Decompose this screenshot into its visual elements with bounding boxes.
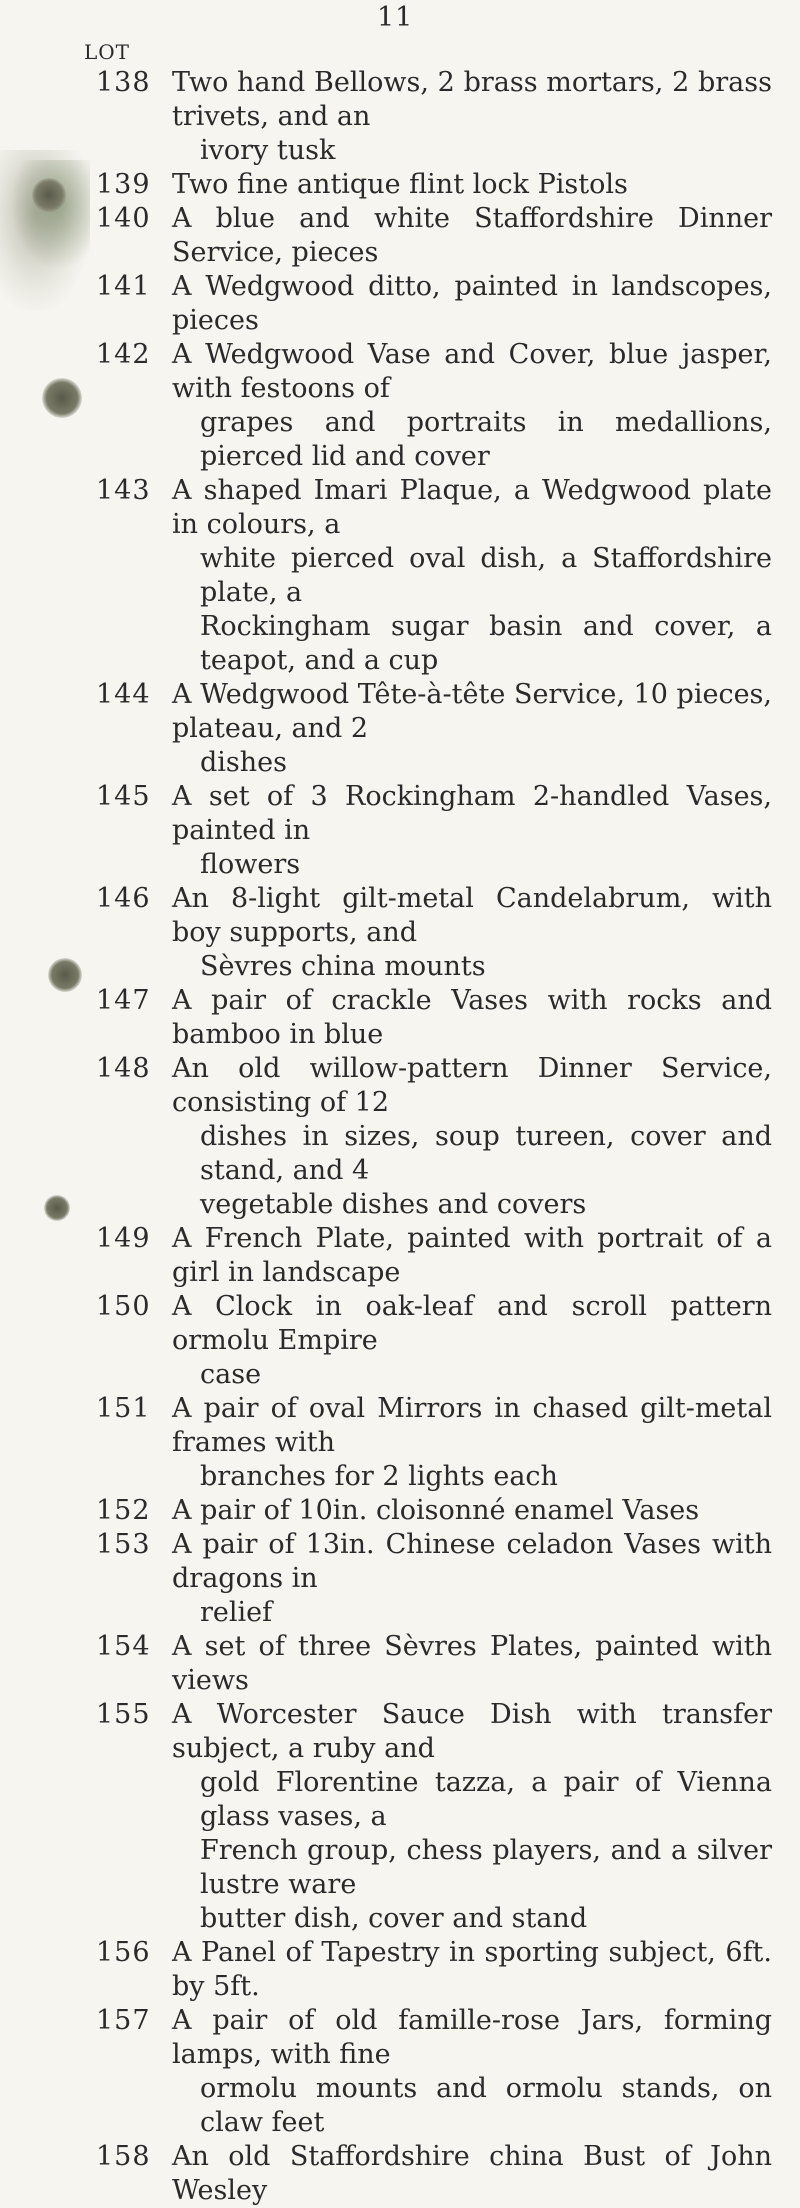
lot-number: 155 <box>96 1699 151 1730</box>
lot-description-line: A set of three Sèvres Plates, painted with views <box>172 1631 772 1696</box>
lot-entry <box>0 474 800 678</box>
lot-number: 144 <box>96 679 151 710</box>
lot-description-line: An old Staffordshire china Bust of John Wesley <box>172 2141 772 2206</box>
lot-description-line: ormolu mounts and ormolu stands, on claw feet <box>200 2073 772 2138</box>
lot-description <box>172 780 772 882</box>
lot-description <box>172 984 772 1052</box>
lot-number: 146 <box>96 883 151 914</box>
lot-description-line: A French Plate, painted with portrait of a girl in landscape <box>172 1223 772 1288</box>
lot-description-line: butter dish, cover and stand <box>200 1903 588 1934</box>
lot-entry <box>0 1290 800 1392</box>
lot-entry <box>0 2140 800 2208</box>
lot-description <box>172 1698 772 1936</box>
lot-description-line: A pair of crackle Vases with rocks and bamboo in blue <box>172 985 772 1050</box>
lot-description-line: A pair of 13in. Chinese celadon Vases with dragons in <box>172 1529 772 1594</box>
lot-entry <box>0 882 800 984</box>
lot-description-line: A pair of old famille-rose Jars, forming lamps, with fine <box>172 2005 772 2070</box>
lot-description <box>172 66 772 168</box>
lot-number: 138 <box>96 67 151 98</box>
lot-description-line: A pair of oval Mirrors in chased gilt-metal frames with <box>172 1393 772 1458</box>
lot-description <box>172 202 772 270</box>
lot-description-line: Rockingham sugar basin and cover, a teapot, and a cup <box>200 611 772 676</box>
lot-number: 143 <box>96 475 151 506</box>
lot-description <box>172 474 772 678</box>
lot-description <box>172 1936 772 2004</box>
lot-description-line: A Clock in oak-leaf and scroll pattern ormolu Empire <box>172 1291 772 1356</box>
lot-entry <box>0 1936 800 2004</box>
lot-entry <box>0 678 800 780</box>
lot-entry <box>0 984 800 1052</box>
lot-number: 149 <box>96 1223 151 1254</box>
lot-description-line: vegetable dishes and covers <box>200 1189 587 1220</box>
lot-number: 156 <box>96 1937 151 1968</box>
lot-description-line: A blue and white Staffordshire Dinner Service, pieces <box>172 203 772 268</box>
lot-entry <box>0 270 800 338</box>
lot-entry <box>0 1528 800 1630</box>
lot-entry <box>0 1052 800 1222</box>
lot-number: 147 <box>96 985 151 1016</box>
lot-list <box>0 66 800 2208</box>
lot-entry <box>0 202 800 270</box>
lot-description <box>172 1290 772 1392</box>
lot-number: 153 <box>96 1529 151 1560</box>
lot-description <box>172 2004 772 2140</box>
lot-description-line: A Panel of Tapestry in sporting subject, 6ft. by 5ft. <box>172 1937 772 2002</box>
lot-description <box>172 678 772 780</box>
lot-description <box>172 1630 772 1698</box>
lot-description-line: Two hand Bellows, 2 brass mortars, 2 brass trivets, and an <box>172 67 772 132</box>
lot-number: 158 <box>96 2141 151 2172</box>
lot-description <box>172 1392 772 1494</box>
lot-number: 154 <box>96 1631 151 1662</box>
lot-entry <box>0 1392 800 1494</box>
lot-description-line: An 8-light gilt-metal Candelabrum, with boy supports, and <box>172 883 772 948</box>
lot-description <box>172 270 772 338</box>
lot-description-line: flowers <box>200 849 301 880</box>
lot-column-header: LOT <box>84 40 131 64</box>
lot-entry <box>0 338 800 474</box>
lot-entry <box>0 1698 800 1936</box>
lot-description-line: French group, chess players, and a silver lustre ware <box>200 1835 772 1900</box>
lot-number: 151 <box>96 1393 151 1424</box>
lot-description-line: An old willow-pattern Dinner Service, consisting of 12 <box>172 1053 772 1118</box>
lot-number: 152 <box>96 1495 151 1526</box>
lot-description-line: A pair of 10in. cloisonné enamel Vases <box>172 1495 700 1526</box>
lot-entry <box>0 168 800 202</box>
lot-number: 141 <box>96 271 151 302</box>
lot-entry <box>0 66 800 168</box>
lot-number: 142 <box>96 339 151 370</box>
lot-description <box>172 882 772 984</box>
lot-number: 139 <box>96 169 151 200</box>
lot-number: 145 <box>96 781 151 812</box>
lot-description-line: A Wedgwood ditto, painted in landscopes, pieces <box>172 271 772 336</box>
lot-number: 157 <box>96 2005 151 2036</box>
lot-description-line: A set of 3 Rockingham 2-handled Vases, painted in <box>172 781 772 846</box>
lot-description-line: A Wedgwood Vase and Cover, blue jasper, with festoons of <box>172 339 772 404</box>
lot-description <box>172 1528 772 1630</box>
lot-description <box>172 168 772 202</box>
lot-description-line: ivory tusk <box>200 135 336 166</box>
lot-description-line: relief <box>200 1597 273 1628</box>
lot-description-line: A shaped Imari Plaque, a Wedgwood plate in colours, a <box>172 475 772 540</box>
lot-entry <box>0 1222 800 1290</box>
lot-number: 140 <box>96 203 151 234</box>
lot-description-line: dishes <box>200 747 287 778</box>
lot-entry <box>0 1630 800 1698</box>
lot-description-line: gold Florentine tazza, a pair of Vienna glass vases, a <box>200 1767 772 1832</box>
lot-description <box>172 338 772 474</box>
lot-description-line: Two fine antique flint lock Pistols <box>172 169 628 200</box>
lot-description-line: case <box>200 1359 262 1390</box>
page-number: 11 <box>377 2 414 33</box>
lot-description-line: dishes in sizes, soup tureen, cover and stand, and 4 <box>200 1121 772 1186</box>
lot-description <box>172 1052 772 1222</box>
lot-description-line: A Worcester Sauce Dish with transfer subject, a ruby and <box>172 1699 772 1764</box>
lot-description <box>172 2140 772 2208</box>
lot-entry <box>0 780 800 882</box>
lot-description-line: A Wedgwood Tête-à-tête Service, 10 pieces, plateau, and 2 <box>172 679 772 744</box>
lot-number: 150 <box>96 1291 151 1322</box>
lot-number: 148 <box>96 1053 151 1084</box>
lot-description <box>172 1494 772 1528</box>
lot-description-line: grapes and portraits in medallions, pierced lid and cover <box>200 407 772 472</box>
lot-description-line: Sèvres china mounts <box>200 951 486 982</box>
lot-description-line: white pierced oval dish, a Staffordshire plate, a <box>200 543 772 608</box>
lot-entry <box>0 2004 800 2140</box>
lot-entry <box>0 1494 800 1528</box>
lot-description-line: branches for 2 lights each <box>200 1461 558 1492</box>
lot-description <box>172 1222 772 1290</box>
